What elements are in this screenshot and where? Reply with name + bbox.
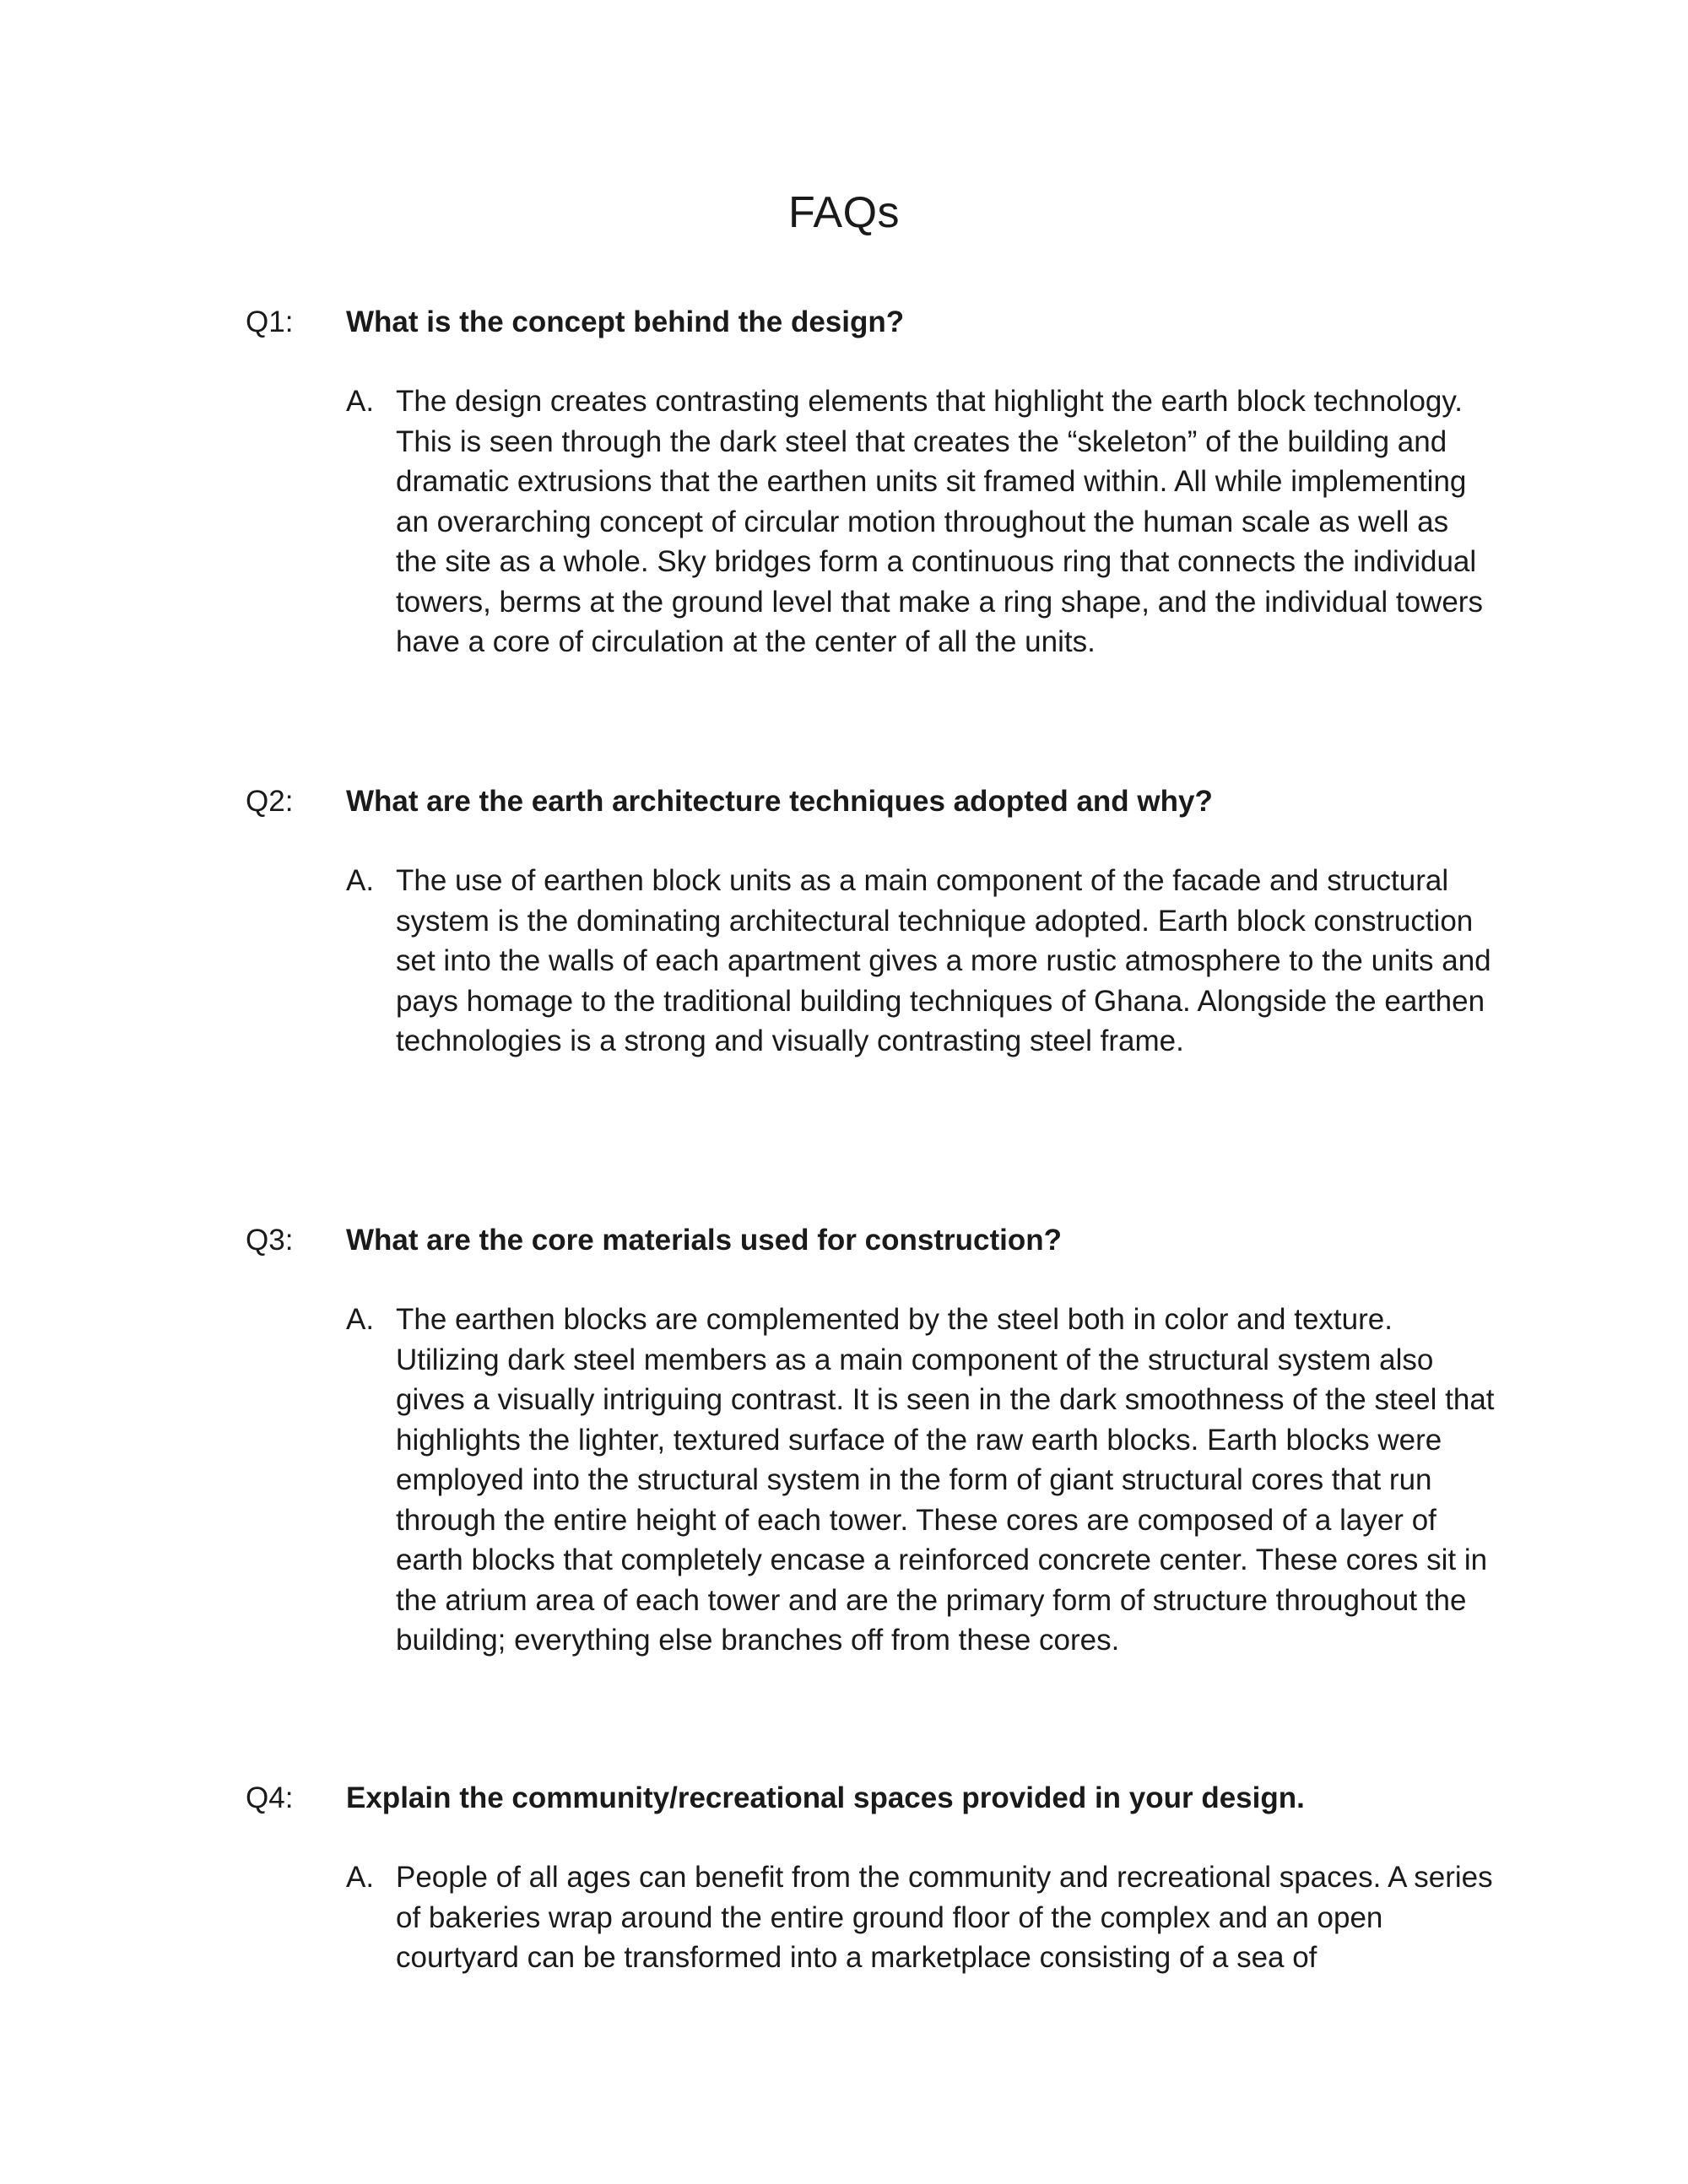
page-title: FAQs [787,188,901,237]
answer-text: The earthen blocks are complemented by the steel both in color and texture. Utilizing dark steel members as a main component of the structural system also gives a visually intriguing contrast. It is seen in the dark smoothness of the steel that highlights the lighter, textured surface of the raw earth blocks. Earth blocks were employed into the structural system in the form of giant structural cores that run through the entire height of each tower. These cores are composed of a layer of earth blocks that completely encase a reinforced concrete center. These cores sit in the atrium area of each tower and are the primary form of structure throughout the building; everything else branches off from these cores. [396,1303,1495,1657]
answer-text: The design creates contrasting elements that highlight the earth block technology. This is seen through the dark steel that creates the “skeleton” of the building and dramatic extrusions that the earthen units sit framed within. All while implementing an overarching concept of circular motion throughout the human scale as well as the site as a whole. Sky bridges form a continuous ring that connects the individual towers, berms at the ground level that make a ring shape, and the individual towers have a core of circulation at the center of all the units. [396,385,1483,658]
answer-text: People of all ages can benefit from the community and recreational spaces. A series of bakeries wrap around the entire ground floor of the complex and an open courtyard can be transformed into a marketplace consisting of a sea of [396,1861,1493,1974]
question-number: Q1: [246,305,294,338]
answer-label: A. [346,1861,375,1894]
question-number: Q2: [246,785,294,818]
question-text: What is the concept behind the design? [346,305,905,338]
question-number: Q3: [246,1224,294,1257]
question-number: Q4: [246,1781,294,1814]
question-text: Explain the community/recreational spaces provided in your design. [346,1781,1305,1814]
answer-label: A. [346,864,375,897]
answer-text: The use of earthen block units as a main component of the facade and structural system is the dominating architectural technique adopted. Earth block construction set into the walls of each apartment gives a more rustic atmosphere to the units and pays homage to the traditional building techniques of Ghana. Alongside the earthen technologies is a strong and visually contrasting steel frame. [396,864,1491,1057]
answer-label: A. [346,385,375,418]
question-text: What are the earth architecture techniques adopted and why? [346,785,1213,818]
question-text: What are the core materials used for construction? [346,1224,1062,1257]
answer-label: A. [346,1303,375,1336]
